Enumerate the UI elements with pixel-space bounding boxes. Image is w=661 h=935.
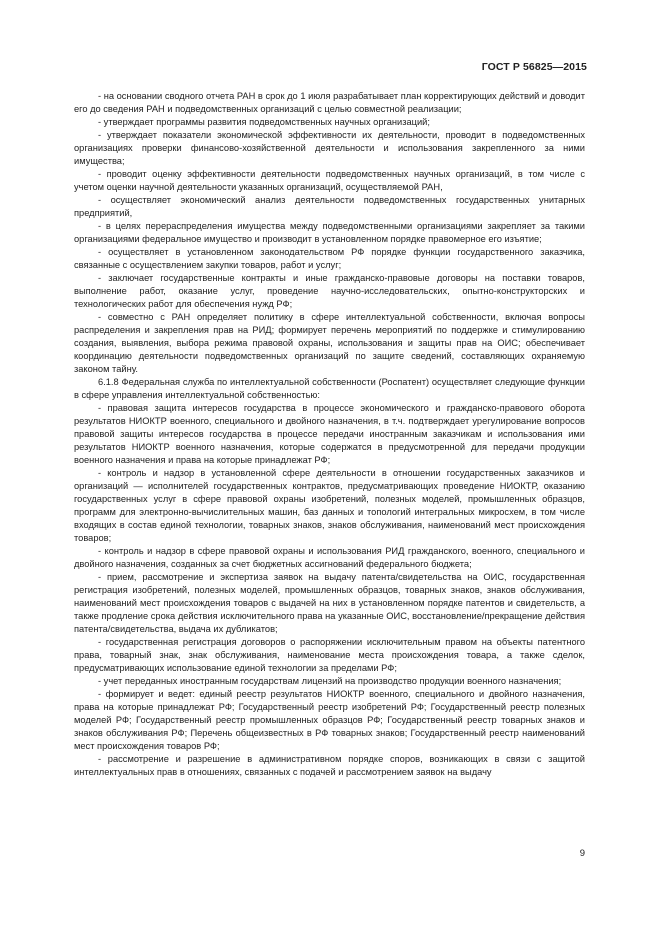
paragraph: - контроль и надзор в сфере правовой охраны и использования РИД гражданского, военного, специального и двойного назначения, созданных за счет бюджетных ассигнований федерального бюджета;	[74, 546, 585, 569]
document-code-header: ГОСТ Р 56825—2015	[481, 61, 587, 73]
paragraph: - государственная регистрация договоров о распоряжении исключительным правом на объекты патентного права, товарный знак, знак обслуживания, наименование места происхождения товара, а также сделок, предусматривающих использование единой технологии за пределами РФ;	[74, 637, 585, 673]
paragraph: - учет переданных иностранным государствам лицензий на производство продукции военного назначения;	[98, 676, 562, 686]
paragraph: - утверждает программы развития подведомственных научных организаций;	[98, 117, 430, 127]
paragraph: - прием, рассмотрение и экспертиза заявок на выдачу патента/свидетельства на ОИС, государственная регистрация изобретений, полезных моделей, промышленных образцов, товарных знаков, знаков обслуживания, наименований мест происхождения товаров с выдачей на них в установленном порядке патентов и свидетельств, а также продление срока действия исключительного права на указанные ОИС, восстановление/прекращение действия патента/свидетельства, выдача их дубликатов;	[74, 572, 585, 634]
section-paragraph: 6.1.8 Федеральная служба по интеллектуальной собственности (Роспатент) осуществляет следующие функции в сфере управления интеллектуальной собственностью:	[74, 377, 585, 400]
paragraph: - формирует и ведет: единый реестр результатов НИОКТР военного, специального и двойного назначения, права на которые принадлежат РФ; Государственный реестр изобретений РФ; Государственный реестр полезных моделей РФ; Государственный реестр промышленных образцов РФ; Государственный реестр товарных знаков и знаков обслуживания РФ; Перечень общеизвестных в РФ товарных знаков; Государственный реестр наименований мест происхождения товаров РФ;	[74, 689, 585, 751]
paragraph: - совместно с РАН определяет политику в сфере интеллектуальной собственности, включая вопросы распределения и закрепления прав на РИД; формирует перечень мероприятий по поддержке и стимулированию создания, выявления, выбора режима правовой охраны, использования и защиты прав на ОИС; обеспечивает координацию деятельности подведомственных организаций по защите сведений, составляющих охраняемую законом тайну.	[74, 312, 585, 374]
paragraph: - на основании сводного отчета РАН в срок до 1 июля разрабатывает план корректирующих действий и доводит его до сведения РАН и подведомственных организаций с целью совместной реализации;	[74, 91, 585, 114]
paragraph: - осуществляет в установленном законодательством РФ порядке функции государственного заказчика, связанные с осуществлением закупки товаров, работ и услуг;	[74, 247, 585, 270]
paragraph: - правовая защита интересов государства в процессе экономического и гражданско-правового оборота результатов НИОКТР военного, специального и двойного назначения, в т.ч. подтверждает урегулирование вопросов правовой защиты интересов государства в процессе передачи иностранным заказчикам и использования ими результатов НИОКТР военного назначения, которые содержатся в предусмотренной для передачи продукции военного назначения и права на которые принадлежат РФ;	[74, 403, 585, 465]
paragraph: - проводит оценку эффективности деятельности подведомственных научных организаций, в том числе с учетом оценки научной деятельности указанных организаций, осуществляемой РАН,	[74, 169, 585, 192]
paragraph: - контроль и надзор в установленной сфере деятельности в отношении государственных заказчиков и организаций — исполнителей государственных контрактов, предусматривающих проведение НИОКТР, оказанию государственных услуг в сфере правовой охраны изобретений, полезных моделей, промышленных образцов, программ для электронно-вычислительных машин, баз данных и топологий интегральных микросхем, в том числе входящих в состав единой технологии, товарных знаков, знаков обслуживания, наименований мест происхождения товаров;	[74, 468, 585, 543]
paragraph: - заключает государственные контракты и иные гражданско-правовые договоры на поставки товаров, выполнение работ, оказание услуг, проведение научно-исследовательских, опытно-конструкторских и технологических работ для обеспечения нужд РФ;	[74, 273, 585, 309]
document-body	[74, 90, 585, 779]
page-number: 9	[579, 848, 585, 859]
paragraph: - в целях перераспределения имущества между подведомственными организациями закрепляет за такими организациями федеральное имущество и производит в установленном порядке правомерное его изъятие;	[74, 221, 585, 244]
paragraph: - утверждает показатели экономической эффективности их деятельности, проводит в подведомственных организациях проверки финансово-хозяйственной деятельности и использования закрепленного за ними имущества;	[74, 130, 585, 166]
paragraph: - рассмотрение и разрешение в административном порядке споров, возникающих в связи с защитой интеллектуальных прав в отношениях, связанных с подачей и рассмотрением заявок на выдачу	[74, 754, 585, 777]
paragraph: - осуществляет экономический анализ деятельности подведомственных государственных унитарных предприятий,	[74, 195, 585, 218]
